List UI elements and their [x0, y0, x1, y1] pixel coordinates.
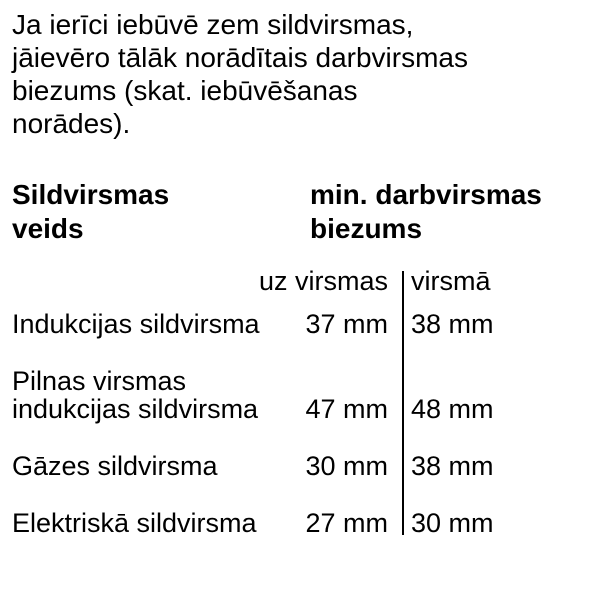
flush-mounted-value: 38 mm	[411, 451, 494, 481]
subheader-on-surface: uz virsmas	[258, 266, 388, 296]
table-row	[0, 452, 600, 480]
table-row	[0, 509, 600, 537]
table-subheader-row	[0, 267, 600, 295]
hob-type-label: Elektriskā sildvirsma	[12, 508, 257, 538]
on-surface-value: 30 mm	[305, 451, 388, 481]
intro-paragraph: Ja ierīci iebūvē zem sildvirsmas, jāievēro tālāk norādītais darbvirsmas biezums (skat. iebūvēšanas norādes).	[12, 9, 468, 139]
flush-mounted-value: 30 mm	[411, 508, 494, 538]
on-surface-value: 47 mm	[305, 394, 388, 424]
on-surface-value: 27 mm	[305, 508, 388, 538]
on-surface-value: 37 mm	[305, 309, 388, 339]
hob-type-label: Pilnas virsmas indukcijas sildvirsma	[12, 366, 259, 424]
column-header-min-thickness: min. darbvirsmas biezums	[310, 179, 542, 244]
hob-type-label: Gāzes sildvirsma	[12, 451, 218, 481]
table-row	[0, 367, 600, 423]
column-header-hob-type: Sildvirsmas veids	[12, 179, 170, 244]
flush-mounted-value: 38 mm	[411, 309, 494, 339]
flush-mounted-value: 48 mm	[411, 394, 494, 424]
subheader-flush-mounted: virsmā	[411, 266, 491, 296]
column-divider-line	[402, 271, 404, 535]
hob-type-label: Indukcijas sildvirsma	[12, 309, 260, 339]
table-row	[0, 310, 600, 338]
thickness-table	[0, 267, 600, 537]
